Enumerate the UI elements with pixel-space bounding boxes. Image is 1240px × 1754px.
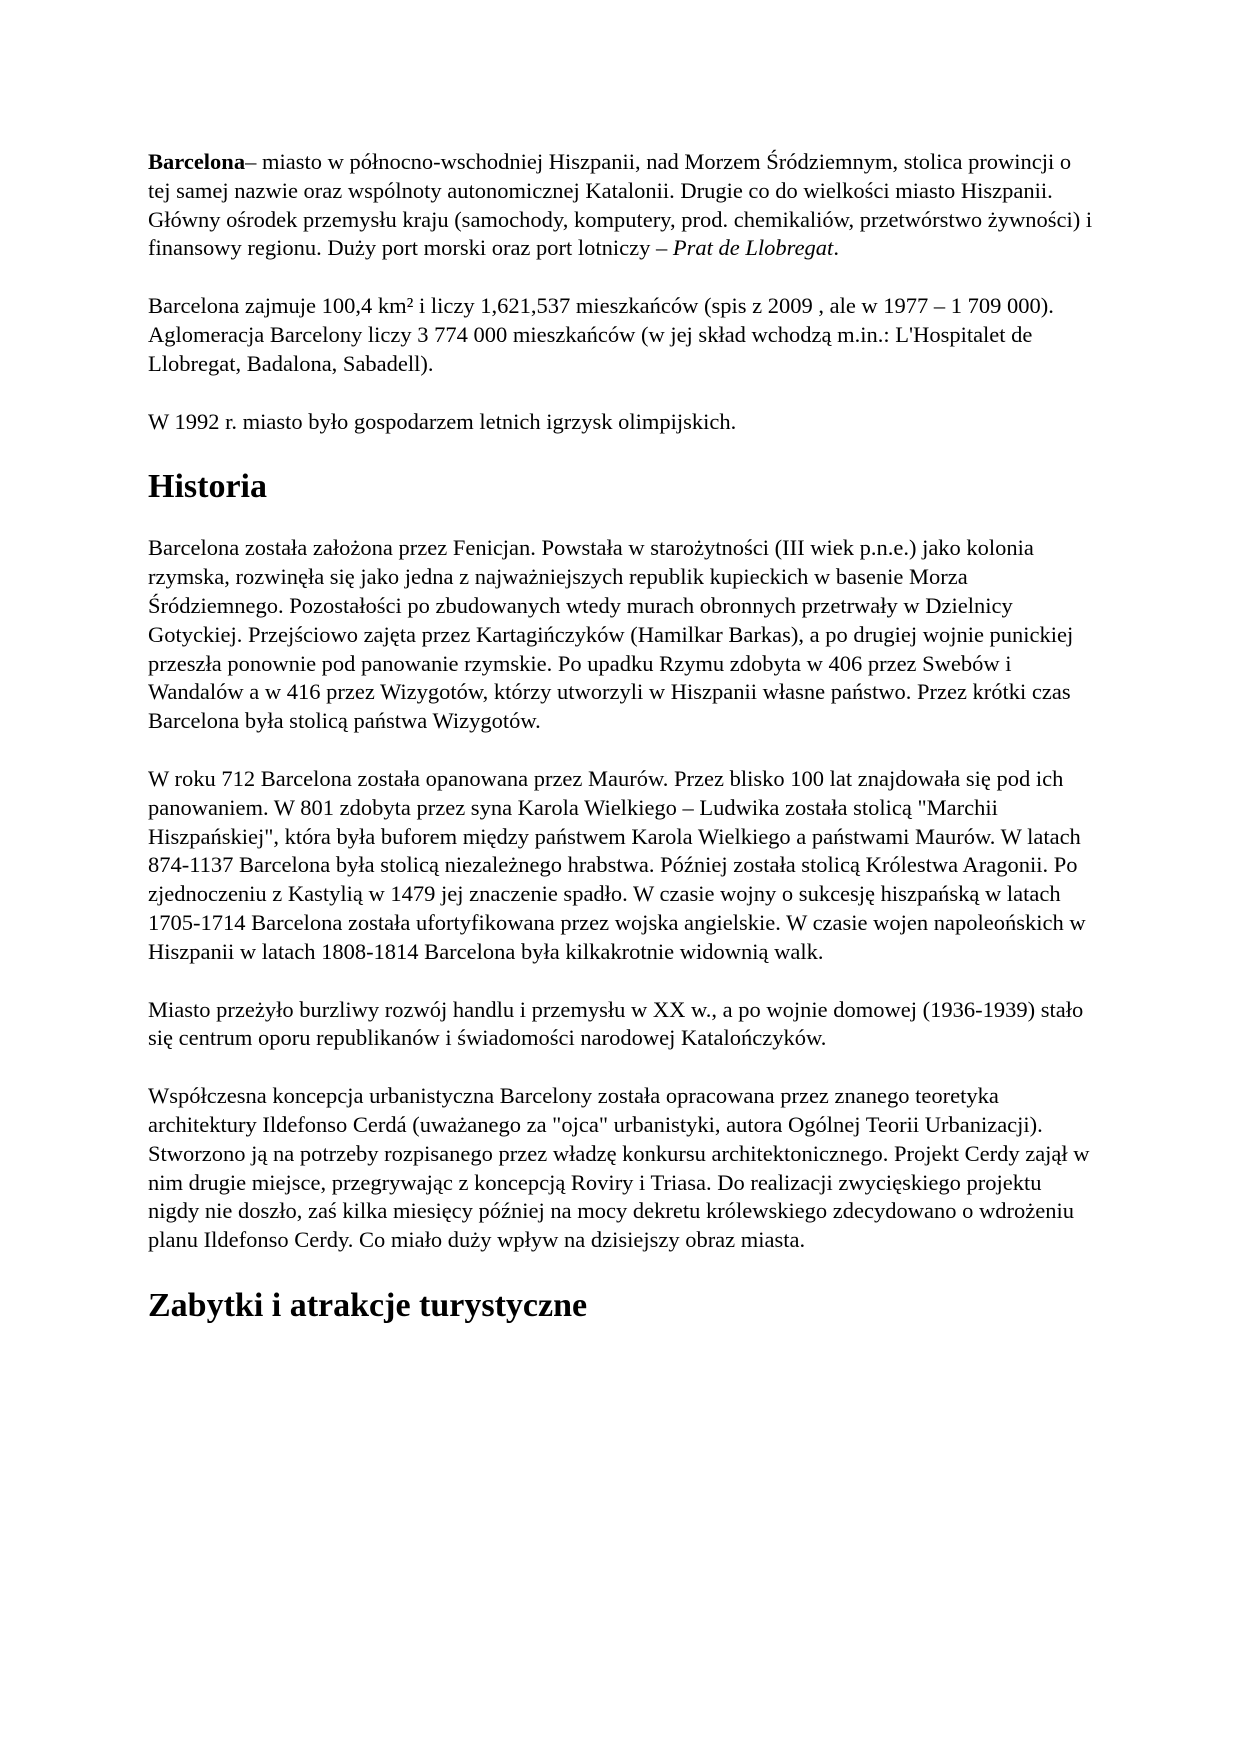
intro-text: – miasto w północno-wschodniej Hiszpanii, nad Morzem Śródziemnym, stolica prowincji o tej samej nazwie oraz wspólnoty autonomicznej Katalonii. Drugie co do wielkości miasto Hiszpanii. Główny ośrodek przemysłu kraju (samochody, komputery, prod. chemikaliów, przetwórstwo żywności) i finansowy regionu. Duży port morski oraz port lotniczy –	[148, 149, 1093, 261]
population-paragraph: Barcelona zajmuje 100,4 km² i liczy 1,621,537 mieszkańców (spis z 2009 , ale w 1977 – 1 709 000). Aglomeracja Barcelony liczy 3 774 000 mieszkańców (w jej skład wchodzą m.in.: L'Hospitalet de Llobregat, Badalona, Sabadell).	[148, 293, 1054, 376]
intro-airport-name: Prat de Llobregat	[672, 235, 834, 261]
history-paragraph-founding: Barcelona została założona przez Fenicjan. Powstała w starożytności (III wiek p.n.e.) jako kolonia rzymska, rozwinęła się jako jedna z najważniejszych republik kupieckich w basenie Morza Śródziemnego. Pozostałości po zbudowanych wtedy murach obronnych przetrwały w Dzielnicy Gotyckiej. Przejściowo zajęta przez Kartagińczyków (Hamilkar Barkas), a po drugiej wojnie punickiej przeszła ponownie pod panowanie rzymskie. Po upadku Rzymu zdobyta w 406 przez Swebów i Wandalów a w 416 przez Wizygotów, którzy utworzyli w Hiszpanii własne państwo. Przez krótki czas Barcelona była stolicą państwa Wizygotów.	[148, 535, 1074, 734]
history-paragraph-urbanism: Współczesna koncepcja urbanistyczna Barcelony została opracowana przez znanego teoretyka architektury Ildefonso Cerdá (uważanego za "ojca" urbanistyki, autora Ogólnej Teorii Urbanizacji). Stworzono ją na potrzeby rozpisanego przez władzę konkursu architektonicznego. Projekt Cerdy zajął w nim drugie miejsce, przegrywając z koncepcją Roviry i Triasa. Do realizacji zwycięskiego projektu nigdy nie doszło, zaś kilka miesięcy później na mocy dekretu królewskiego zdecydowano o wdrożeniu planu Ildefonso Cerdy. Co miało duży wpływ na dzisiejszy obraz miasta.	[148, 1083, 1090, 1253]
intro-paragraph	[148, 148, 1098, 263]
intro-text-end: .	[833, 235, 839, 261]
history-heading: Historia	[148, 468, 267, 506]
sights-heading: Zabytki i atrakcje turystyczne	[148, 1286, 588, 1324]
olympics-paragraph: W 1992 r. miasto było gospodarzem letnich igrzysk olimpijskich.	[148, 408, 737, 434]
history-paragraph-moors: W roku 712 Barcelona została opanowana przez Maurów. Przez blisko 100 lat znajdowała się pod ich panowaniem. W 801 zdobyta przez syna Karola Wielkiego – Ludwika została stolicą "Marchii Hiszpańskiej", która była buforem między państwem Karola Wielkiego a państwami Maurów. W latach 874-1137 Barcelona była stolicą niezależnego hrabstwa. Później została stolicą Królestwa Aragonii. Po zjednoczeniu z Kastylią w 1479 jej znaczenie spadło. W czasie wojny o sukcesję hiszpańską w latach 1705-1714 Barcelona została ufortyfikowana przez wojska angielskie. W czasie wojen napoleońskich w Hiszpanii w latach 1808-1814 Barcelona była kilkakrotnie widownią walk.	[148, 765, 1086, 964]
intro-term: Barcelona	[148, 149, 246, 174]
history-paragraph-20th-century: Miasto przeżyło burzliwy rozwój handlu i przemysłu w XX w., a po wojnie domowej (1936-1939) stało się centrum oporu republikanów i świadomości narodowej Katalończyków.	[148, 996, 1084, 1051]
document-page	[148, 148, 1098, 1353]
